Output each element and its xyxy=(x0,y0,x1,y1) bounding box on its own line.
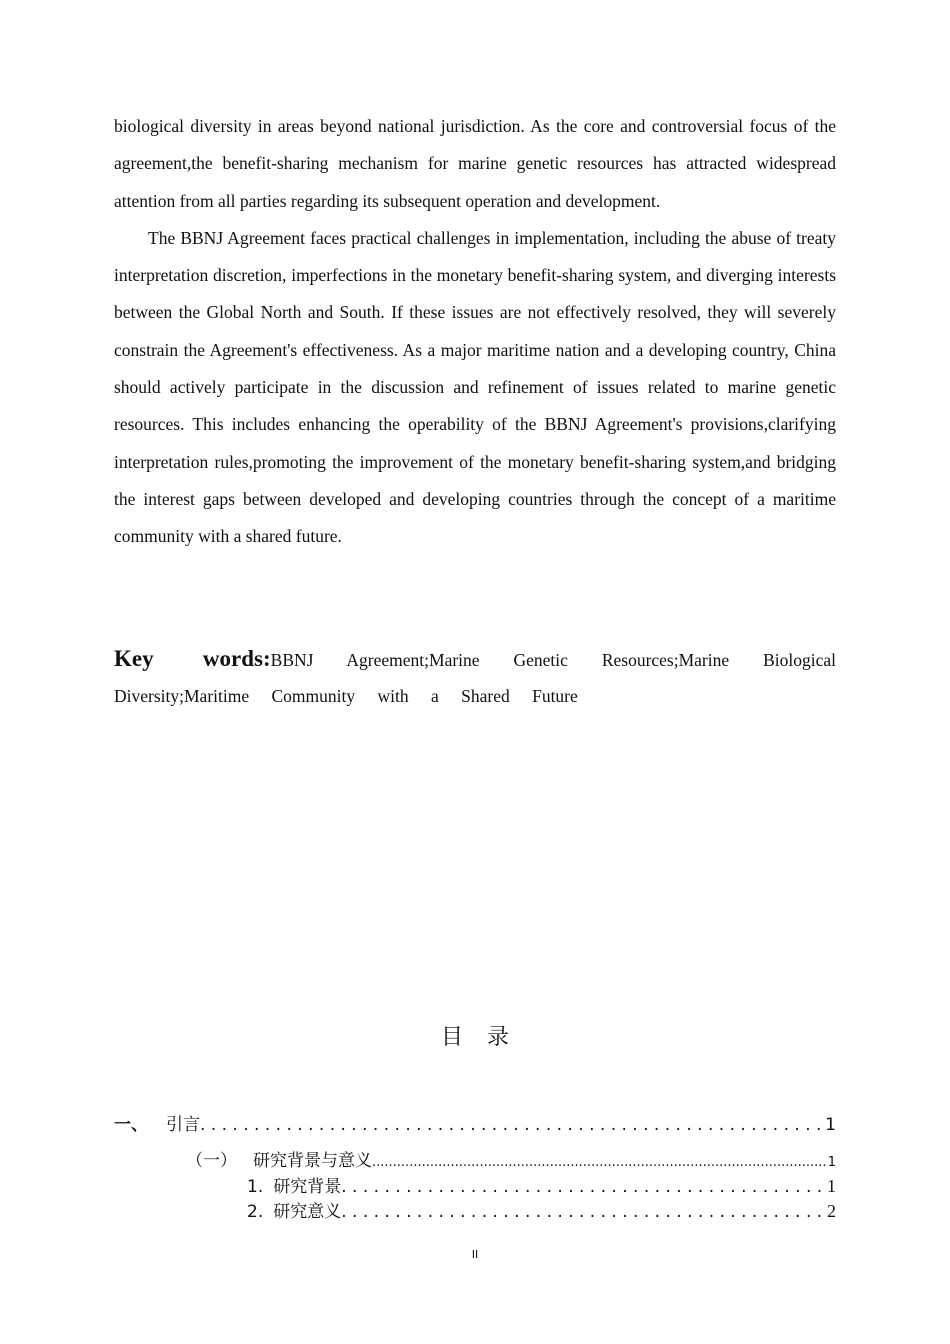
toc-title: 目录 xyxy=(440,1025,533,1050)
toc-entry[interactable] xyxy=(186,1146,836,1171)
toc-entry-label: 引言 xyxy=(166,1115,200,1135)
toc-entry[interactable] xyxy=(247,1197,836,1222)
toc-entry-number: 2. xyxy=(247,1202,264,1222)
toc-entry-page: 2 xyxy=(827,1201,836,1221)
toc-entry-number: 一、 xyxy=(114,1115,148,1135)
keywords-text: BBNJ Agreement;Marine Genetic Resources;Marine Biological Diversity;Maritime Community with a Shared Future xyxy=(114,650,836,706)
toc-entry-page: 1 xyxy=(827,1176,836,1196)
toc-entry-number: 1. xyxy=(247,1177,264,1197)
toc-leader xyxy=(341,1177,827,1197)
abstract-paragraph: biological diversity in areas beyond national jurisdiction. As the core and controversial focus of the agreement,the benefit-sharing mechanism for marine genetic resources has attracted widespread attention from all parties regarding its subsequent operation and development. xyxy=(114,116,836,211)
toc-entry-label: 研究意义 xyxy=(273,1202,342,1222)
toc-entry-label: 研究背景与意义 xyxy=(253,1151,372,1171)
abstract-paragraph: The BBNJ Agreement faces practical challenges in implementation, including the abuse of treaty interpretation discretion, imperfections in the monetary benefit-sharing system, and diverging interests between the Global North and South. If these issues are not effectively resolved, they will severely constrain the Agreement's effectiveness. As a major maritime nation and a developing country, China should actively participate in the discussion and refinement of issues related to marine genetic resources. This includes enhancing the operability of the BBNJ Agreement's provisions,clarifying interpretation rules,promoting the improvement of the monetary benefit-sharing system,and bridging the interest gaps between developed and developing countries through the concept of a maritime community with a shared future. xyxy=(114,227,836,547)
toc-entry-page: 1 xyxy=(825,1115,836,1135)
keywords xyxy=(114,641,836,714)
toc-entry[interactable] xyxy=(247,1172,836,1197)
toc-entry[interactable] xyxy=(114,1110,836,1135)
toc-entry-page: 1 xyxy=(827,1155,836,1170)
toc-entry-label: 研究背景 xyxy=(273,1177,342,1197)
page-number: II xyxy=(471,1248,479,1261)
toc-leader xyxy=(341,1202,827,1222)
abstract-body xyxy=(114,108,836,556)
toc-entry-number: （一） xyxy=(186,1151,237,1171)
keywords-separator: : xyxy=(262,646,271,671)
toc-leader xyxy=(200,1115,825,1135)
keywords-label: Key words xyxy=(114,646,263,671)
toc-leader xyxy=(372,1155,828,1170)
